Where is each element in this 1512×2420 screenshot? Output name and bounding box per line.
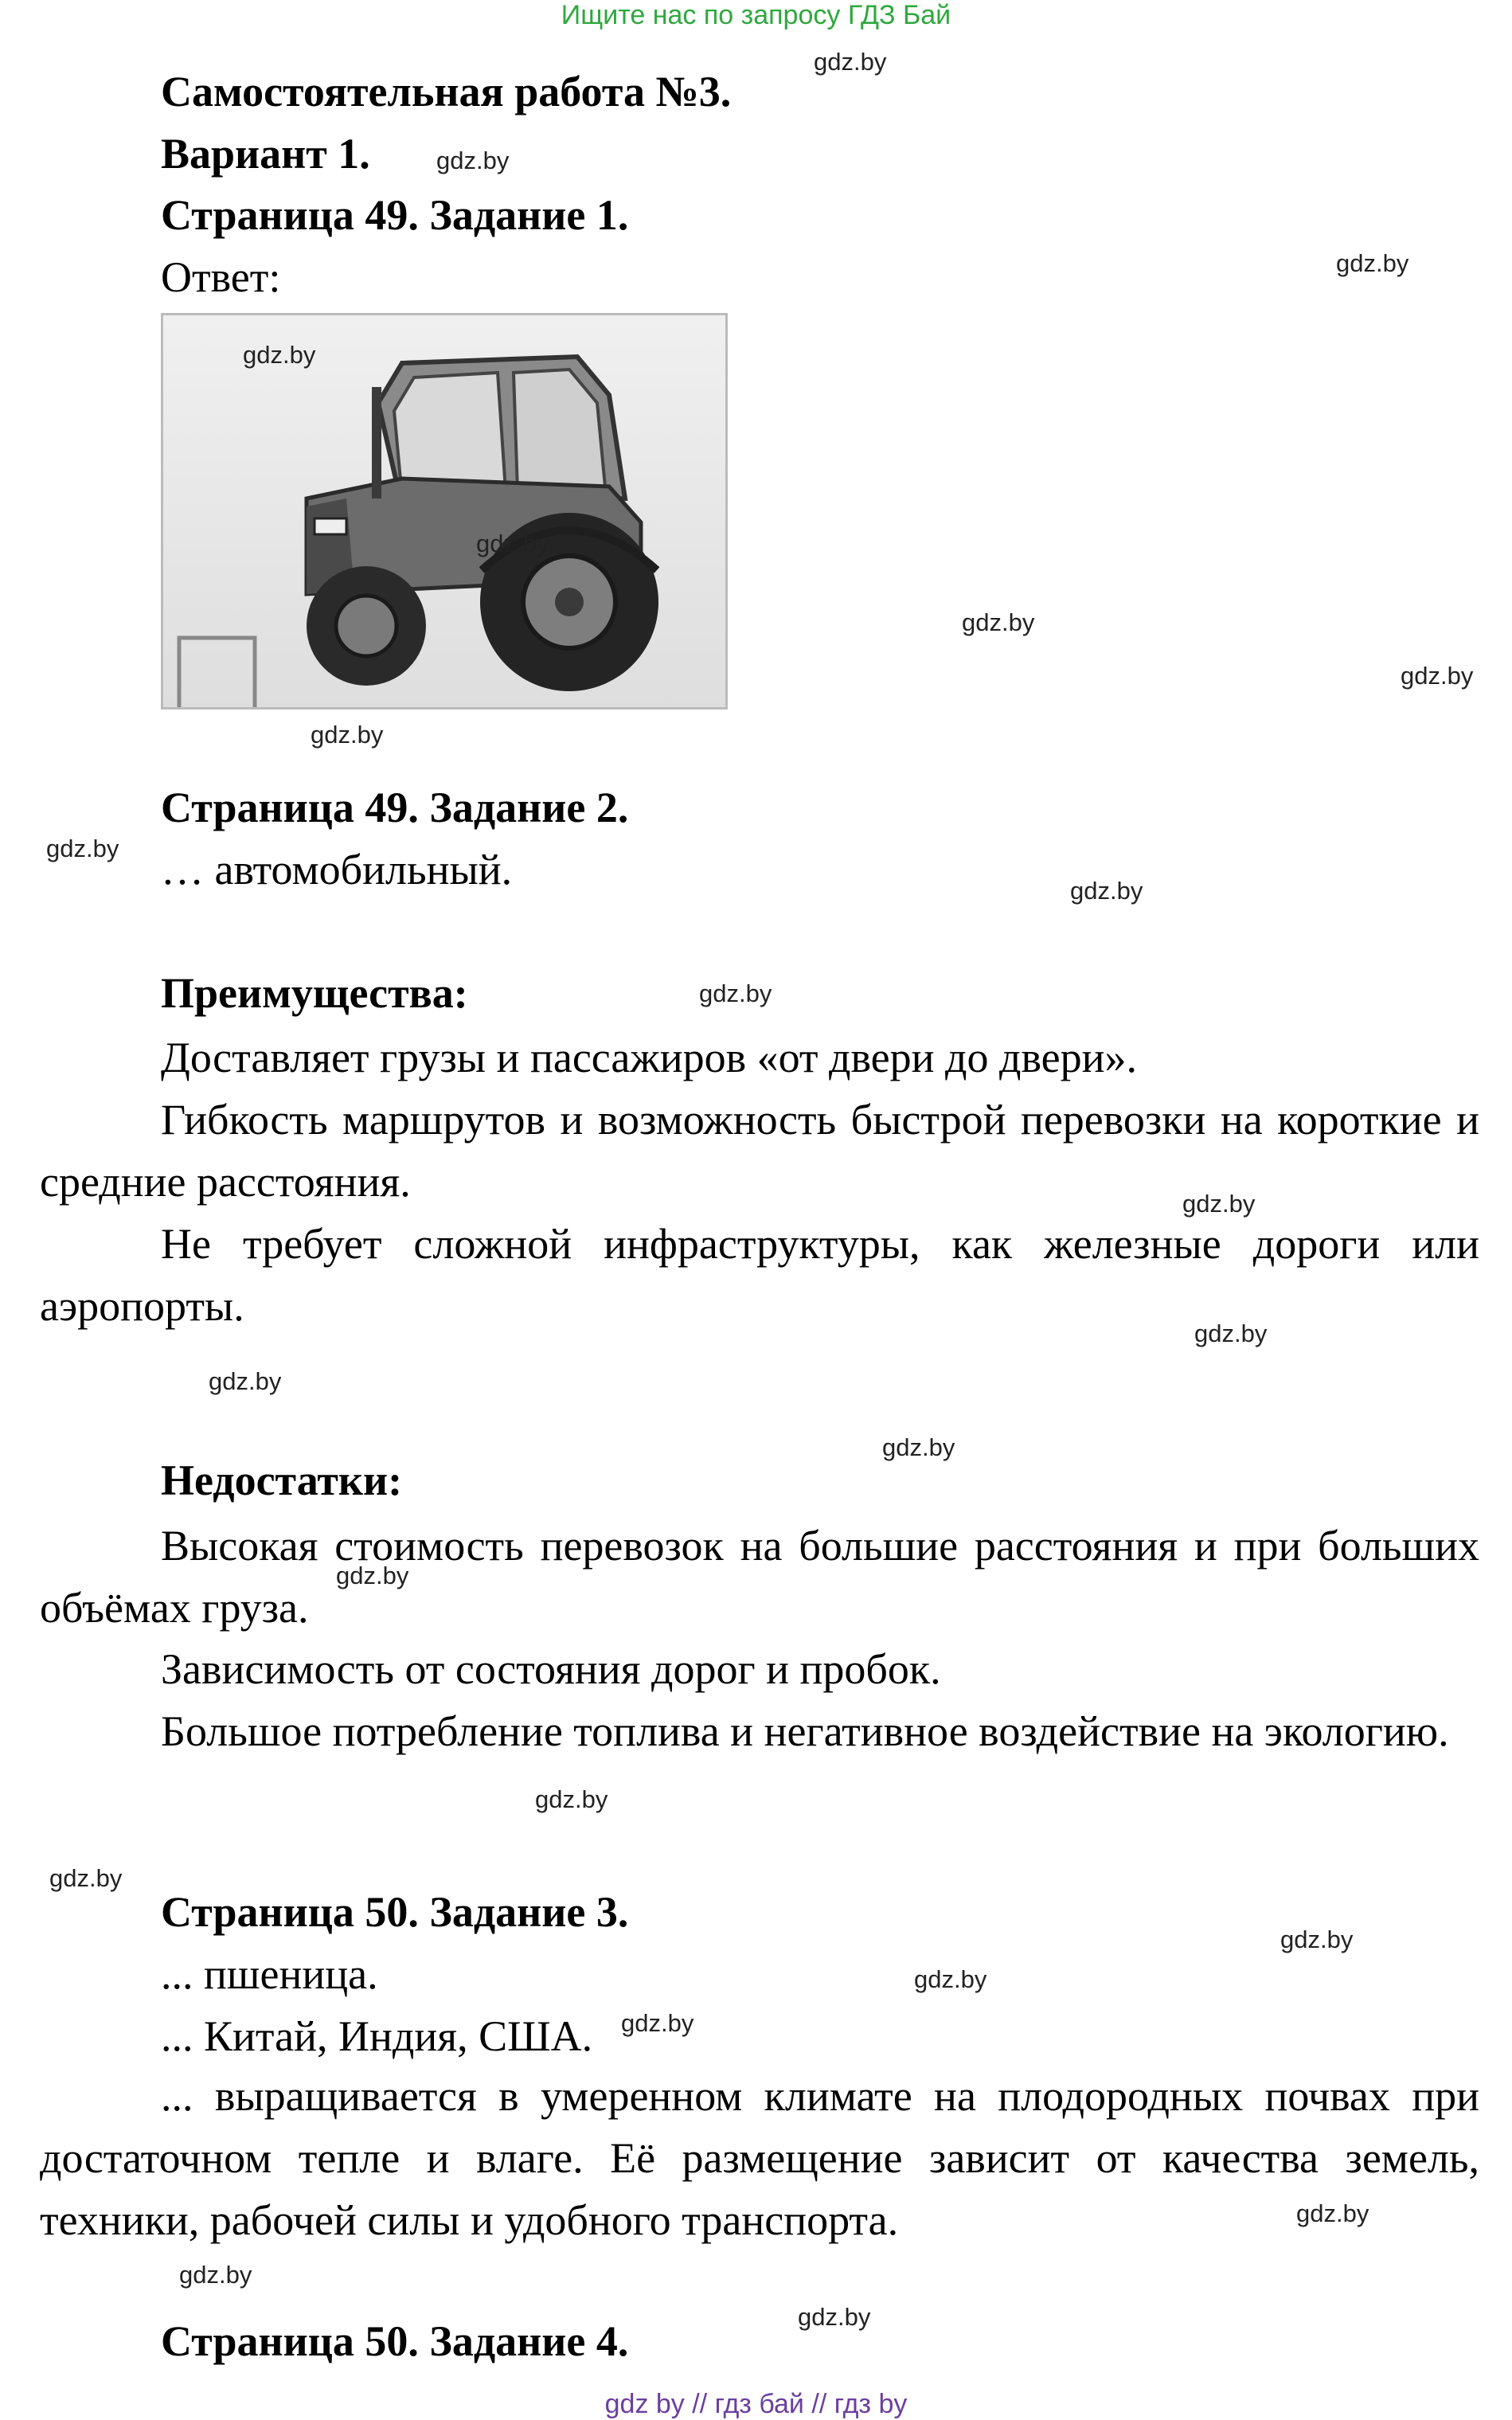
watermark: gdz.by [1296,2199,1369,2227]
watermark: gdz.by [621,2009,694,2037]
advantage-item: Не требует сложной инфраструктуры, как железные дороги или аэропорты. [40,1220,1479,1330]
disadvantage-item: Большое потребление топлива и негативное воздействие на экологию. [161,1707,1449,1755]
tractor-photo [161,313,728,710]
task3-heading: Страница 50. Задание 3. [161,1888,629,1936]
watermark: gdz.by [962,608,1035,636]
task1-answer-label: Ответ: [161,253,281,301]
watermark: gdz.by [882,1433,955,1461]
watermark: gdz.by [179,2261,252,2289]
disadvantage-item: Зависимость от состояния дорог и пробок. [161,1645,941,1693]
watermark: gdz.by [436,147,510,174]
watermark: gdz.by [1194,1319,1268,1347]
watermark: gdz.by [336,1562,409,1589]
watermark: gdz.by [311,721,384,749]
variant-label: Вариант 1. [161,130,370,178]
watermark: gdz.by [1401,662,1474,690]
disadvantages-heading: Недостатки: [161,1456,403,1504]
task2-answer: … автомобильный. [161,846,513,893]
advantage-item: Доставляет грузы и пассажиров «от двери до двери». [161,1034,1137,1081]
task3-answer-line: ... Китай, Индия, США. [161,2012,593,2060]
watermark: gdz.by [476,530,549,557]
work-title: Самостоятельная работа №3. [161,68,732,115]
task4-heading: Страница 50. Задание 4. [161,2317,629,2365]
bottom-banner[interactable]: gdz by // гдз бай // гдз by [604,2389,908,2419]
watermark: gdz.by [814,48,887,76]
watermark: gdz.by [243,341,316,369]
watermark: gdz.by [46,835,119,862]
watermark: gdz.by [914,1965,987,1993]
task3-answer-line: ... пшеница. [161,1950,378,1998]
task2-heading: Страница 49. Задание 2. [161,784,629,831]
watermark: gdz.by [1280,1925,1354,1953]
watermark: gdz.by [1070,877,1143,905]
top-banner[interactable]: Ищите нас по запросу ГДЗ Бай [561,0,951,30]
watermark: gdz.by [209,1367,282,1395]
task3-paragraph: ... выращивается в умеренном климате на плодородных почвах при достаточном тепле и влаге. Её размещение зависит от качества земель, техники, рабочей силы и удобного транспорта. [40,2072,1479,2244]
watermark: gdz.by [49,1864,123,1892]
tractor-illustration [163,315,728,710]
advantage-item: Гибкость маршрутов и возможность быстрой перевозки на короткие и средние расстояния. [40,1096,1479,1206]
task1-heading: Страница 49. Задание 1. [161,191,629,239]
watermark: gdz.by [798,2303,871,2331]
watermark: gdz.by [1182,1190,1256,1218]
advantages-heading: Преимущества: [161,969,468,1017]
watermark: gdz.by [699,979,772,1007]
disadvantage-item: Высокая стоимость перевозок на большие расстояния и при больших объёмах груза. [40,1522,1479,1632]
watermark: gdz.by [1336,249,1409,277]
watermark: gdz.by [535,1785,608,1813]
